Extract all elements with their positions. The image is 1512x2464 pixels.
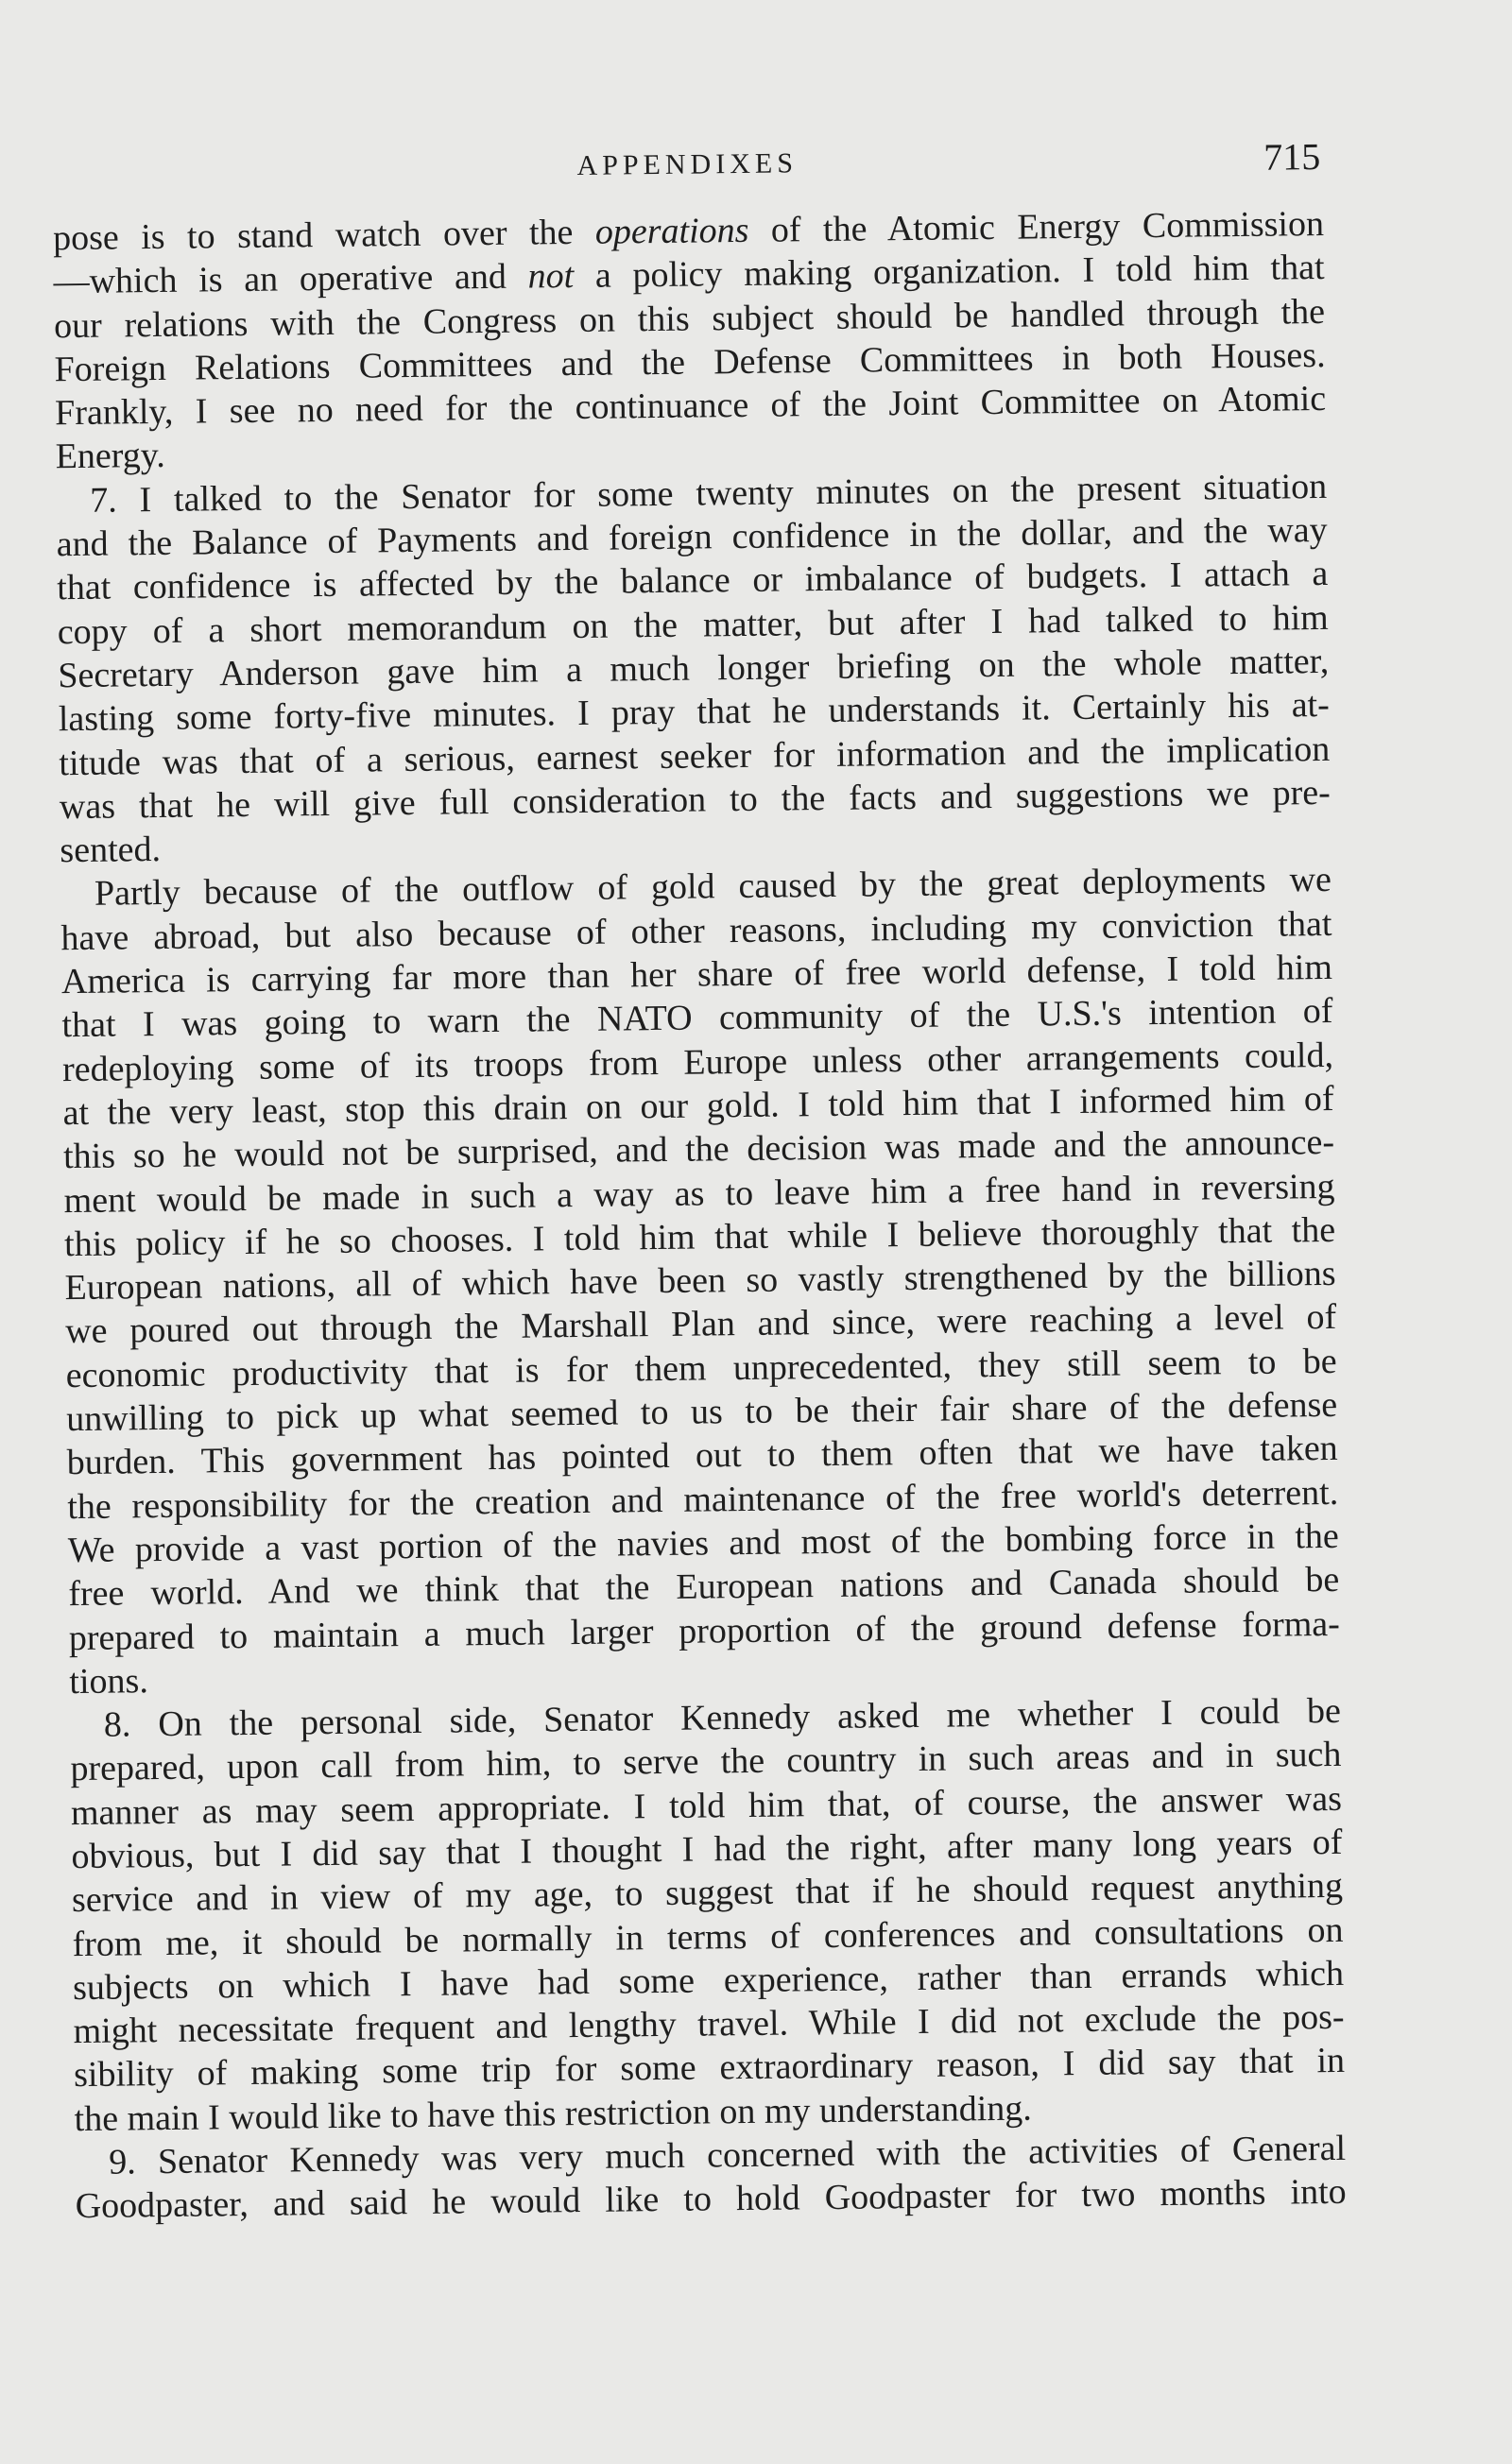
running-header — [54, 134, 1320, 196]
text-line: 7. I talked to the Senator for some twenty minutes on the present situation — [89, 466, 1328, 521]
text-segment: —which is an operative and — [53, 256, 528, 302]
text-line: sibility of making some trip for some extraordinary reason, I did say that in — [73, 2041, 1346, 2096]
text-segment: pose is to stand watch over the — [52, 212, 596, 259]
text-line: ment would be made in such a way as to leave him a free hand in reversing — [63, 1166, 1335, 1221]
text-line: Secretary Anderson gave him a much longer briefing on the whole matter, — [58, 641, 1330, 696]
text-line: Foreign Relations Committees and the Defense Committees in both Houses. — [54, 334, 1326, 390]
text-line: manner as may seem appropriate. I told him that, of course, the answer was — [70, 1778, 1343, 1833]
text-line: tions. — [69, 1660, 149, 1702]
text-line: and the Balance of Payments and foreign confidence in the dollar, and the way — [56, 510, 1328, 565]
text-line: at the very least, stop this drain on our gold. I told him that I informed him of — [62, 1078, 1334, 1134]
text-line: might necessitate frequent and lengthy travel. While I did not exclude the pos- — [73, 1997, 1345, 2052]
text-line: Goodpaster, and said he would like to hold Goodpaster for two months into — [75, 2172, 1347, 2227]
text-line: America is carrying far more than her share of free world defense, I told him — [60, 947, 1333, 1002]
text-line: Energy. — [55, 436, 166, 477]
text-line: Partly because of the outflow of gold caused by the great deployments we — [94, 860, 1332, 915]
text-line: burden. This government has pointed out to them often that we have taken — [66, 1429, 1338, 1483]
text-line: We provide a vast portion of the navies and most of the bombing force in the — [67, 1515, 1339, 1571]
text-line: free world. And we think that the European nations and Canada should be — [68, 1560, 1340, 1615]
body-text — [53, 202, 1347, 2229]
text-line: unwilling to pick up what seemed to us to be their fair share of the defense — [66, 1384, 1338, 1440]
text-line: service and in view of my age, to suggest that if he should request anything — [71, 1866, 1344, 1921]
text-line: this so he would not be surprised, and the decision was made and the announce- — [62, 1122, 1335, 1177]
text-line: 8. On the personal side, Senator Kennedy asked me whether I could be — [103, 1690, 1342, 1745]
text-line: European nations, all of which have been so vastly strengthened by the billions — [64, 1254, 1336, 1309]
text-line: redeploying some of its troops from Europe unless other arrangements could, — [61, 1035, 1334, 1089]
text-line: we poured out through the Marshall Plan and since, were reaching a level of — [64, 1297, 1337, 1352]
text-line: was that he will give full consideration to the facts and suggestions we pre- — [59, 772, 1332, 828]
text-segment: a policy making organization. I told him that — [573, 248, 1325, 297]
text-line: this policy if he so chooses. I told him that while I believe thoroughly that the — [63, 1209, 1336, 1264]
text-line: subjects on which I have had some experience, rather than errands which — [72, 1953, 1345, 2008]
text-line: that confidence is affected by the balance or imbalance of budgets. I attach a — [57, 554, 1329, 608]
text-line: that I was going to warn the NATO community of the U.S.'s intention of — [61, 991, 1333, 1046]
running-title: APPENDIXES — [576, 147, 799, 181]
text-line: sented. — [60, 830, 162, 871]
text-line: obvious, but I did say that I thought I had the right, after many long years of — [71, 1822, 1343, 1877]
text-line: Frankly, I see no need for the continuance of the Joint Committee on Atomic — [54, 379, 1327, 434]
text-line: 9. Senator Kennedy was very much concerned with the activities of General — [108, 2128, 1347, 2182]
text-line: our relations with the Congress on this subject should be handled through the — [53, 291, 1326, 346]
text-line: have abroad, but also because of other reasons, including my conviction that — [60, 903, 1332, 958]
italic-text: operations — [594, 210, 749, 252]
text-line: the responsibility for the creation and maintenance of the free world's deterrent. — [67, 1472, 1339, 1527]
text-line: prepared, upon call from him, to serve the country in such areas and in such — [70, 1735, 1342, 1789]
page-number: 715 — [1263, 135, 1321, 179]
text-line: titude was that of a serious, earnest seeker for information and the implication — [59, 728, 1331, 783]
text-line: prepared to maintain a much larger proportion of the ground defense forma- — [68, 1603, 1341, 1658]
text-line: copy of a short memorandum on the matter, but after I had talked to him — [57, 597, 1329, 652]
text-line: economic productivity that is for them unprecedented, they still seem to be — [65, 1341, 1337, 1395]
text-line: the main I would like to have this restriction on my understanding. — [74, 2088, 1032, 2139]
text-segment: of the Atomic Energy Commission — [748, 203, 1325, 250]
text-line: from me, it should be normally in terms of conferences and consultations on — [72, 1909, 1344, 1964]
italic-text: not — [527, 256, 575, 297]
text-line: lasting some forty-five minutes. I pray that he understands it. Certainly his at- — [58, 685, 1331, 740]
